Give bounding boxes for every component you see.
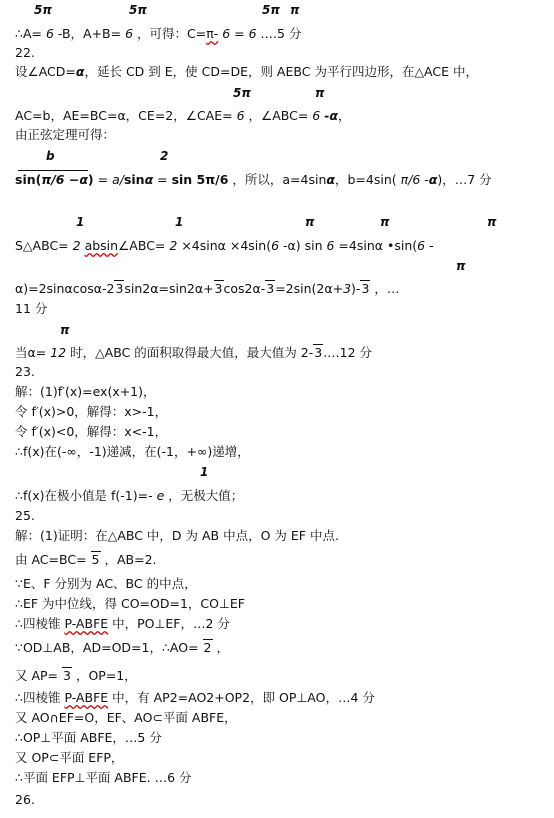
text-line: 又 AP= 3 ，OP=1， [15, 668, 137, 683]
text-line: ∴f(x)在极小值是 f(-1)=- e ，无极大值； [15, 488, 244, 503]
text-line: 解：(1)证明：在△ABC 中，D 为 AB 中点，O 为 EF 中点. [15, 528, 339, 543]
problem-number: 26. [15, 792, 35, 807]
text-line: ∴平面 EFP⊥平面 ABFE. …6 分 [15, 770, 192, 785]
text-line: α)=2sinαcosα-23sin2α=sin2α+3cos2α-3=2sin(2α+3)-3 ，… [15, 281, 400, 296]
problem-number: 23. [15, 364, 35, 379]
text-line: ∴OP⊥平面 ABFE，…5 分 [15, 730, 162, 745]
text-line: 又 OP⊂平面 EFP， [15, 750, 124, 765]
text-line: ∴A= 6 -B，A+B= 6 ，可得：C=π- 6 = 6 .…5 分 [15, 26, 302, 41]
text-line: 设∠ACD=α，延长 CD 到 E，使 CD=DE，则 AEBC 为平行四边形，在△ACE 中， [15, 64, 478, 79]
text-line: ∴四棱锥 P-ABFE 中，PO⊥EF，…2 分 [15, 616, 230, 631]
problem-number: 25. [15, 508, 35, 523]
text-line: 解：(1)f′(x)=ex(x+1)， [15, 384, 156, 399]
problem-number: 22. [15, 45, 35, 60]
text-line: AC=b，AE=BC=α，CE=2，∠CAE= 6 ，∠ABC= 6 -α， [15, 108, 351, 123]
text-line: 当α= 12 时，△ABC 的面积取得最大值，最大值为 2-3.…12 分 [15, 345, 373, 360]
text-line: 又 AO∩EF=O，EF、AO⊂平面 ABFE， [15, 710, 237, 725]
text-line: 令 f′(x)>0，解得：x>-1， [15, 404, 168, 419]
text-line: ∴f(x)在(-∞，-1)递减，在(-1，+∞)递增， [15, 444, 250, 459]
text-line: 令 f′(x)<0，解得：x<-1， [15, 424, 168, 439]
text-line: ∵OD⊥AB，AD=OD=1，∴AO= 2 ， [15, 640, 229, 655]
text-line: ∵E、F 分别为 AC、BC 的中点， [15, 576, 197, 591]
text-line: ∴四棱锥 P-ABFE 中，有 AP2=AO2+OP2，即 OP⊥AO，…4 分 [15, 690, 375, 705]
text-line: 11 分 [15, 301, 48, 316]
text-line: sin(π/6 −α) = a/sinα = sin 5π/6 ，所以，a=4sinα，b=4sin( π/6 -α)，…7 分 [15, 172, 492, 187]
text-line: 由正弦定理可得： [15, 127, 116, 142]
text-line: ∴EF 为中位线，得 CO=OD=1，CO⊥EF [15, 596, 245, 611]
fraction-bar [18, 170, 88, 171]
text-line: 由 AC=BC= 5 ，AB=2. [15, 552, 157, 567]
text-line: S△ABC= 2 absin∠ABC= 2 ×4sinα ×4sin(6 -α) sin 6 =4sinα •sin(6 - [15, 238, 434, 253]
